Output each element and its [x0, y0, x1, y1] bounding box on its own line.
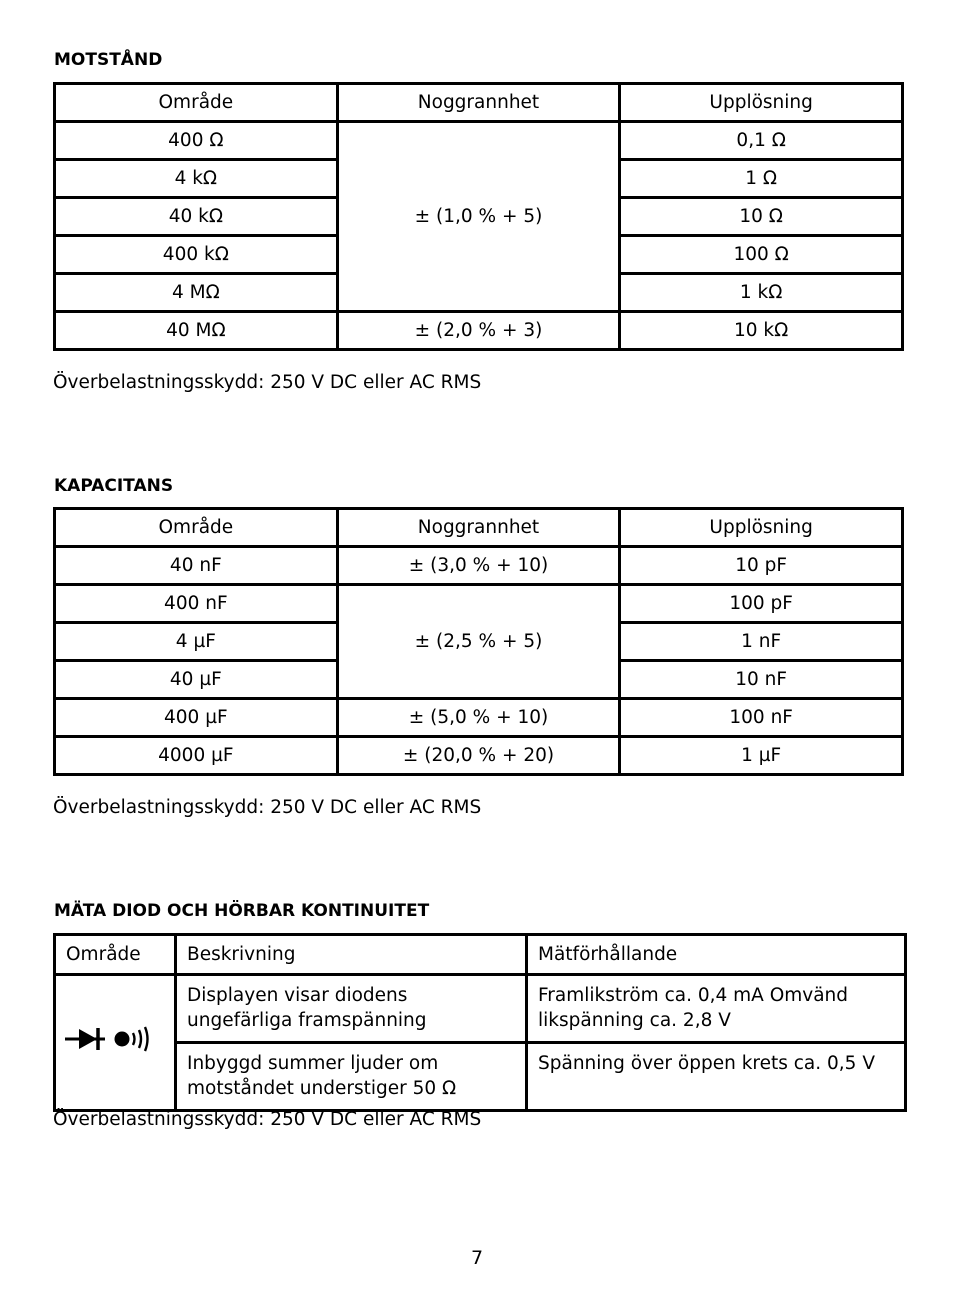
resistance-heading: MOTSTÅND [54, 50, 163, 70]
condition-cell: Framlikström ca. 0,4 mA Omvänd likspänning ca. 2,8 V [527, 975, 906, 1043]
resolution-cell: 10 pF [620, 547, 903, 585]
accuracy-cell: ± (2,5 % + 5) [337, 585, 620, 699]
description-cell: Inbyggd summer ljuder om motståndet understiger 50 Ω [176, 1043, 527, 1111]
table-row [55, 699, 903, 737]
table-header-row [55, 509, 903, 547]
resolution-cell: 10 kΩ [620, 312, 903, 350]
capacitance-overload-note: Överbelastningsskydd: 250 V DC eller AC RMS [53, 797, 482, 818]
table-header-row [55, 84, 903, 122]
range-cell: 40 µF [55, 661, 338, 699]
range-cell: 40 kΩ [55, 198, 338, 236]
resolution-cell: 10 nF [620, 661, 903, 699]
table-row [55, 737, 903, 775]
column-header-accuracy: Noggrannhet [337, 84, 620, 122]
accuracy-cell: ± (5,0 % + 10) [337, 699, 620, 737]
range-cell: 400 Ω [55, 122, 338, 160]
resolution-cell: 0,1 Ω [620, 122, 903, 160]
resolution-cell: 100 pF [620, 585, 903, 623]
resolution-cell: 1 µF [620, 737, 903, 775]
range-cell: 4000 µF [55, 737, 338, 775]
resistance-overload-note: Överbelastningsskydd: 250 V DC eller AC RMS [53, 372, 482, 393]
table-row [55, 312, 903, 350]
table-row [55, 1043, 906, 1111]
accuracy-cell: ± (3,0 % + 10) [337, 547, 620, 585]
resolution-cell: 10 Ω [620, 198, 903, 236]
continuity-beeper-icon [115, 1027, 148, 1051]
range-cell: 40 MΩ [55, 312, 338, 350]
accuracy-cell: ± (20,0 % + 20) [337, 737, 620, 775]
column-header-resolution: Upplösning [620, 509, 903, 547]
column-header-accuracy: Noggrannhet [337, 509, 620, 547]
column-header-resolution: Upplösning [620, 84, 903, 122]
diode-heading: MÄTA DIOD OCH HÖRBAR KONTINUITET [54, 901, 430, 921]
resolution-cell: 100 nF [620, 699, 903, 737]
range-cell: 400 kΩ [55, 236, 338, 274]
range-symbol-cell [55, 975, 176, 1111]
diode-continuity-symbol [63, 1023, 167, 1055]
range-cell: 4 µF [55, 623, 338, 661]
table-row [55, 547, 903, 585]
table-row [55, 585, 903, 623]
table-header-row [55, 935, 906, 975]
column-header-range: Område [55, 935, 176, 975]
column-header-condition: Mätförhållande [527, 935, 906, 975]
diode-icon [65, 1028, 105, 1050]
accuracy-cell: ± (1,0 % + 5) [337, 122, 620, 312]
capacitance-heading: KAPACITANS [54, 476, 174, 496]
table-row [55, 975, 906, 1043]
resolution-cell: 100 Ω [620, 236, 903, 274]
table-row [55, 122, 903, 160]
resolution-cell: 1 nF [620, 623, 903, 661]
accuracy-cell: ± (2,0 % + 3) [337, 312, 620, 350]
page-number: 7 [470, 1247, 484, 1269]
range-cell: 400 µF [55, 699, 338, 737]
resolution-cell: 1 kΩ [620, 274, 903, 312]
column-header-description: Beskrivning [176, 935, 527, 975]
column-header-range: Område [55, 84, 338, 122]
condition-cell: Spänning över öppen krets ca. 0,5 V [527, 1043, 906, 1111]
description-cell: Displayen visar diodens ungefärliga framspänning [176, 975, 527, 1043]
resolution-cell: 1 Ω [620, 160, 903, 198]
resistance-table [53, 82, 904, 351]
diode-overload-note: Överbelastningsskydd: 250 V DC eller AC RMS [53, 1109, 482, 1130]
range-cell: 4 MΩ [55, 274, 338, 312]
capacitance-table [53, 507, 904, 776]
column-header-range: Område [55, 509, 338, 547]
range-cell: 4 kΩ [55, 160, 338, 198]
range-cell: 40 nF [55, 547, 338, 585]
diode-table [53, 933, 907, 1112]
range-cell: 400 nF [55, 585, 338, 623]
